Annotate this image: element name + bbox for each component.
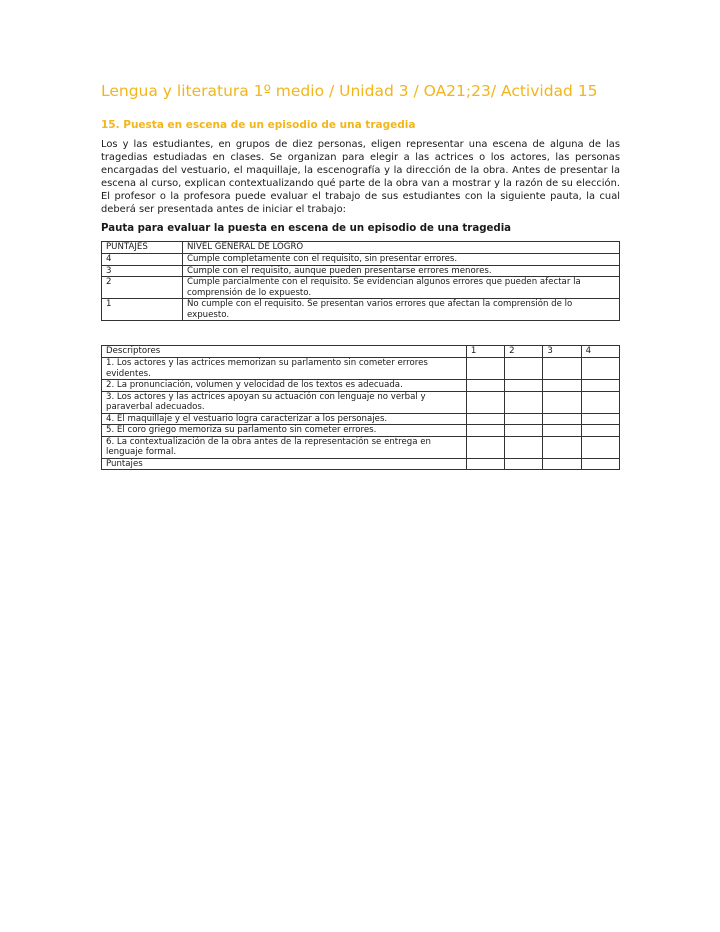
level-score: 1	[102, 299, 183, 321]
total-label: Puntajes	[102, 458, 467, 470]
level-description: No cumple con el requisito. Se presentan varios errores que afectan la comprensión de lo expuesto.	[183, 299, 620, 321]
descriptors-header-row	[102, 346, 620, 358]
descriptor-text: 6. La contextualización de la obra antes de la representación se entrega en lenguaje formal.	[102, 436, 467, 458]
score-cell[interactable]	[505, 413, 543, 425]
table-row	[102, 277, 620, 299]
total-cell[interactable]	[543, 458, 581, 470]
score-cell[interactable]	[466, 436, 504, 458]
score-cell[interactable]	[505, 380, 543, 392]
table-row	[102, 299, 620, 321]
rubric-heading: Pauta para evaluar la puesta en escena de un episodio de una tragedia	[101, 223, 512, 234]
score-cell[interactable]	[581, 436, 619, 458]
score-header-3: 3	[543, 346, 581, 358]
score-cell[interactable]	[466, 380, 504, 392]
descriptors-table	[101, 345, 620, 470]
score-cell[interactable]	[543, 425, 581, 437]
descriptor-text: 4. El maquillaje y el vestuario logra caracterizar a los personajes.	[102, 413, 467, 425]
total-cell[interactable]	[505, 458, 543, 470]
table-row	[102, 380, 620, 392]
score-header-2: 2	[505, 346, 543, 358]
table-row	[102, 254, 620, 266]
table-row	[102, 436, 620, 458]
score-cell[interactable]	[543, 413, 581, 425]
levels-table	[101, 241, 620, 321]
table-row	[102, 425, 620, 437]
total-row	[102, 458, 620, 470]
descriptor-text: 5. El coro griego memoriza su parlamento sin cometer errores.	[102, 425, 467, 437]
total-cell[interactable]	[466, 458, 504, 470]
score-cell[interactable]	[505, 391, 543, 413]
level-score: 3	[102, 265, 183, 277]
level-score: 4	[102, 254, 183, 266]
descriptor-text: 1. Los actores y las actrices memorizan su parlamento sin cometer errores evidentes.	[102, 358, 467, 380]
score-cell[interactable]	[466, 425, 504, 437]
score-cell[interactable]	[505, 436, 543, 458]
table-row	[102, 413, 620, 425]
descriptor-text: 3. Los actores y las actrices apoyan su actuación con lenguaje no verbal y paraverbal adecuados.	[102, 391, 467, 413]
activity-description: Los y las estudiantes, en grupos de diez personas, eligen representar una escena de alguna de las tragedias estudiadas en clases. Se organizan para elegir a las actrices o los actores, las personas encargadas del vestuario, el maquillaje, la escenografía y la dirección de la obra. Antes de presentar la escena al curso, explican contextualizando qué parte de la obra van a mostrar y la razón de su elección. El profesor o la profesora puede evaluar el trabajo de sus estudiantes con la siguiente pauta, la cual deberá ser presentada antes de iniciar el trabajo:	[101, 139, 620, 216]
level-description: Cumple con el requisito, aunque pueden presentarse errores menores.	[183, 265, 620, 277]
table-row	[102, 358, 620, 380]
levels-header-level: NIVEL GENERAL DE LOGRO	[183, 242, 620, 254]
score-cell[interactable]	[581, 358, 619, 380]
score-cell[interactable]	[543, 391, 581, 413]
score-cell[interactable]	[581, 413, 619, 425]
score-cell[interactable]	[543, 358, 581, 380]
total-cell[interactable]	[581, 458, 619, 470]
score-cell[interactable]	[505, 358, 543, 380]
score-cell[interactable]	[466, 391, 504, 413]
score-header-4: 4	[581, 346, 619, 358]
score-cell[interactable]	[543, 436, 581, 458]
descriptors-header-label: Descriptores	[102, 346, 467, 358]
score-cell[interactable]	[543, 380, 581, 392]
level-description: Cumple parcialmente con el requisito. Se evidencian algunos errores que pueden afectar la comprensión de lo expuesto.	[183, 277, 620, 299]
descriptor-text: 2. La pronunciación, volumen y velocidad de los textos es adecuada.	[102, 380, 467, 392]
levels-header-row	[102, 242, 620, 254]
levels-header-score: PUNTAJES	[102, 242, 183, 254]
score-header-1: 1	[466, 346, 504, 358]
score-cell[interactable]	[581, 380, 619, 392]
score-cell[interactable]	[505, 425, 543, 437]
level-score: 2	[102, 277, 183, 299]
score-cell[interactable]	[466, 413, 504, 425]
table-row	[102, 391, 620, 413]
table-row	[102, 265, 620, 277]
score-cell[interactable]	[466, 358, 504, 380]
activity-subtitle: 15. Puesta en escena de un episodio de una tragedia	[101, 119, 416, 131]
level-description: Cumple completamente con el requisito, sin presentar errores.	[183, 254, 620, 266]
score-cell[interactable]	[581, 391, 619, 413]
score-cell[interactable]	[581, 425, 619, 437]
page-title: Lengua y literatura 1º medio / Unidad 3 / OA21;23/ Actividad 15	[101, 82, 598, 100]
